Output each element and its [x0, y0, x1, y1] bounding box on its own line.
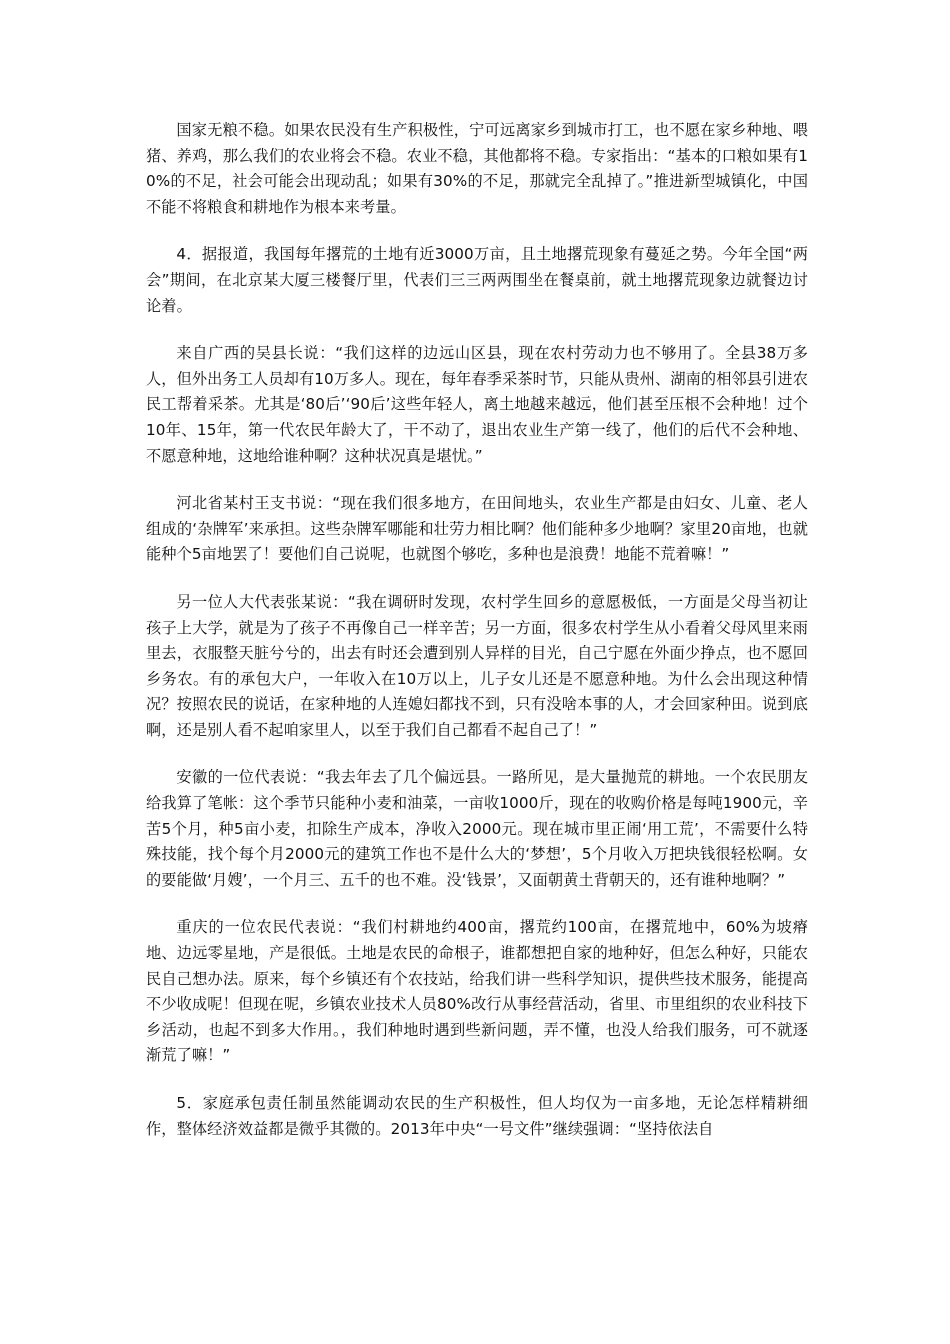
paragraph-guangxi-county-head: 来自广西的吴县长说：“我们这样的边远山区县，现在农村劳动力也不够用了。全县38万多人，但外出务工人员却有10万多人。现在，每年春季采茶时节，只能从贵州、湖南的相邻县引进农民工帮着采茶。尤其是‘80后’‘90后’这些年轻人，离土地越来越远，他们甚至压根不会种地！过个10年、15年，第一代农民年龄大了，干不动了，退出农业生产第一线了，他们的后代不会种地、不愿意种地，这地给谁种啊？这种状况真是堪忧。”	[146, 344, 808, 465]
paragraph-anhui-representative: 安徽的一位代表说：“我去年去了几个偏远县。一路所见，是大量抛荒的耕地。一个农民朋友给我算了笔帐：这个季节只能种小麦和油菜，一亩收1000斤，现在的收购价格是每吨1900元，辛苦5个月，种5亩小麦，扣除生产成本，净收入2000元。现在城市里正闹‘用工荒’，不需要什么特殊技能，找个每个月2000元的建筑工作也不是什么大的‘梦想’，5个月收入万把块钱很轻松啊。女的要能做‘月嫂’，一个月三、五千的也不难。没‘钱景’，又面朝黄土背朝天的，还有谁种地啊？”	[146, 768, 808, 889]
paragraph-chongqing-farmer-representative: 重庆的一位农民代表说：“我们村耕地约400亩，撂荒约100亩，在撂荒地中，60%为坡瘠地、边远零星地，产是很低。土地是农民的命根子，谁都想把自家的地种好，但怎么种好，只能农民自己想办法。原来，每个乡镇还有个农技站，给我们讲一些科学知识，提供些技术服务，能提高不少收成呢！但现在呢，乡镇农业技术人员80%改行从事经营活动，省里、市里组织的农业科技下乡活动，也起不到多大作用。，我们种地时遇到些新问题，弄不懂，也没人给我们服务，可不就逐渐荒了嘛！”	[146, 918, 808, 1065]
paragraph-item-4-abandoned-land: 4．据报道，我国每年撂荒的土地有近3000万亩，且土地撂荒现象有蔓延之势。今年全国“两会”期间，在北京某大厦三楼餐厅里，代表们三三两两围坐在餐桌前，就土地撂荒现象边就餐边讨论着。	[146, 245, 808, 315]
document-body	[146, 118, 808, 1164]
paragraph-item-5-household-contract: 5．家庭承包责任制虽然能调动农民的生产积极性，但人均仅为一亩多地，无论怎样精耕细作，整体经济效益都是微乎其微的。2013年中央“一号文件”继续强调：“坚持依法自	[146, 1094, 808, 1138]
paragraph-npc-representative-zhang: 另一位人大代表张某说：“我在调研时发现，农村学生回乡的意愿极低，一方面是父母当初让孩子上大学，就是为了孩子不再像自己一样辛苦；另一方面，很多农村学生从小看着父母风里来雨里去，衣服整天脏兮兮的，出去有时还会遭到别人异样的目光，自己宁愿在外面少挣点，也不愿回乡务农。有的承包大户，一年收入在10万以上，儿子女儿还是不愿意种地。为什么会出现这种情况？按照农民的说话，在家种地的人连媳妇都找不到，只有没啥本事的人，才会回家种田。说到底啊，还是别人看不起咱家里人，以至于我们自己都看不起自己了！”	[146, 592, 808, 739]
paragraph-hebei-village-secretary: 河北省某村王支书说：“现在我们很多地方，在田间地头，农业生产都是由妇女、儿童、老人组成的‘杂牌军’来承担。这些杂牌军哪能和壮劳力相比啊？他们能种多少地啊？家里20亩地，也就能种个5亩地罢了！要他们自己说呢，也就图个够吃，多种也是浪费！地能不荒着嘛！”	[146, 494, 808, 564]
paragraph-grain-security: 国家无粮不稳。如果农民没有生产积极性，宁可远离家乡到城市打工，也不愿在家乡种地、喂猪、养鸡，那么我们的农业将会不稳。农业不稳，其他都将不稳。专家指出：“基本的口粮如果有10%的不足，社会可能会出现动乱；如果有30%的不足，那就完全乱掉了。”推进新型城镇化，中国不能不将粮食和耕地作为根本来考量。	[146, 121, 808, 216]
